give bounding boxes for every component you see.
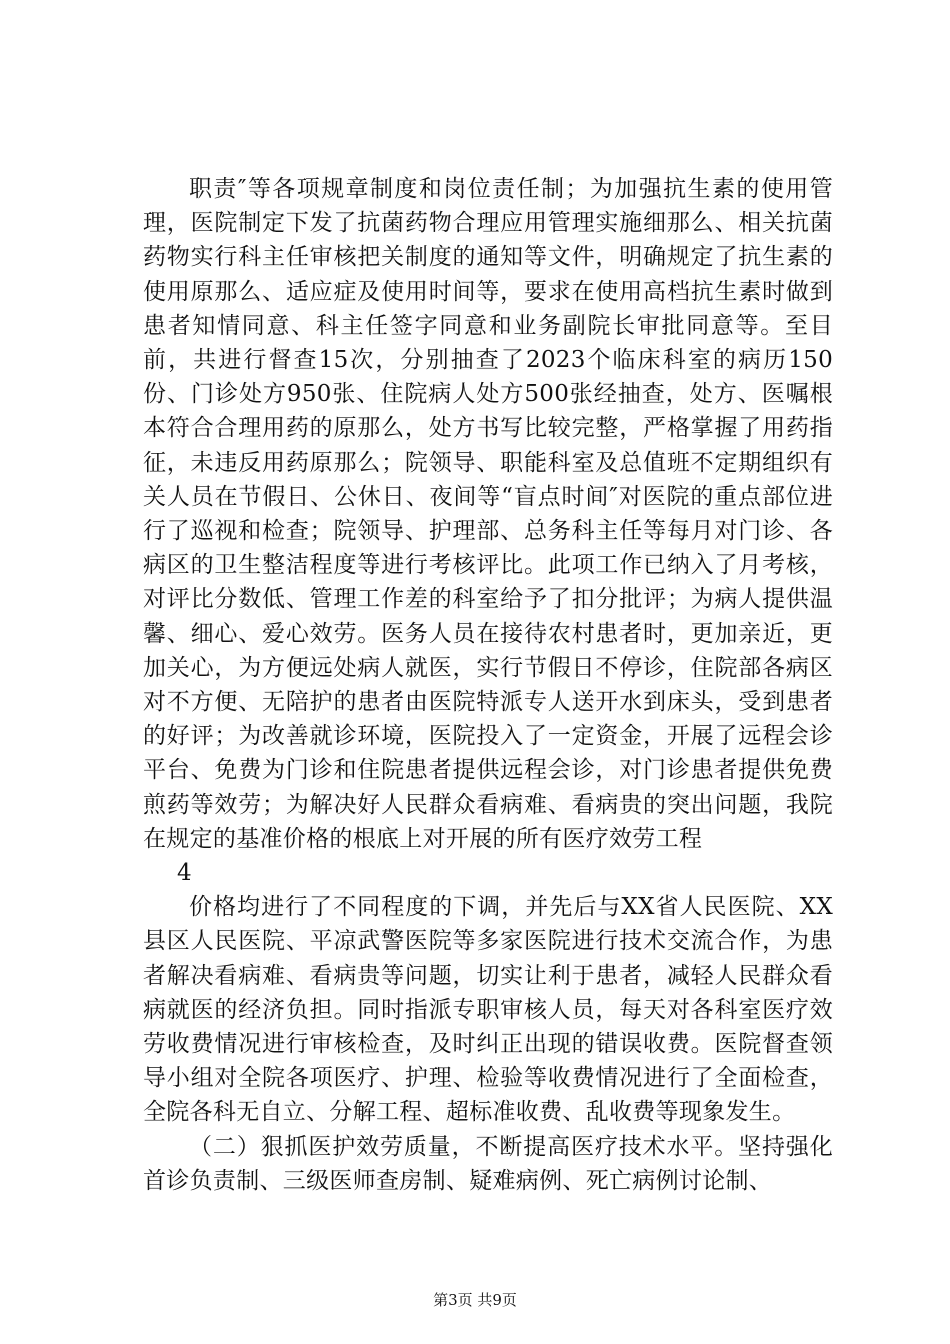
paragraph-service-quality: （二）狠抓医护效劳质量，不断提高医疗技术水平。坚持强化首诊负责制、三级医师查房制、疑难病例、死亡病例讨论制、 [143, 1133, 833, 1194]
source-page-marker: 4 [177, 860, 192, 887]
page-footer: 第3页 共9页 [433, 1291, 517, 1309]
paragraph-price-adjustment: 价格均进行了不同程度的下调，并先后与XX省人民医院、XX县区人民医院、平凉武警医院等多家医院进行技术交流合作，为患者解决看病难、看病贵等问题，切实让利于患者，减轻人民群众看病就医的经济负担。同时指派专职审核人员，每天对各科室医疗效劳收费情况进行审核检查，及时纠正出现的错误收费。医院督查领导小组对全院各项医疗、护理、检验等收费情况进行了全面检查，全院各科无自立、分解工程、超标准收费、乱收费等现象发生。 [143, 894, 833, 1126]
document-body [143, 172, 833, 1198]
paragraph-responsibilities: 职责″等各项规章制度和岗位责任制；为加强抗生素的使用管理，医院制定下发了抗菌药物合理应用管理实施细那么、相关抗菌药物实行科主任审核把关制度的通知等文件，明确规定了抗生素的使用原那么、适应症及使用时间等，要求在使用高档抗生素时做到患者知情同意、科主任签字同意和业务副院长审批同意等。至目前，共进行督查15次，分别抽查了2023个临床科室的病历150份、门诊处方950张、住院病人处方500张经抽查，处方、医嘱根本符合合理用药的原那么，处方书写比较完整，严格掌握了用药指征，未违反用药原那么；院领导、职能科室及总值班不定期组织有关人员在节假日、公休日、夜间等“盲点时间″对医院的重点部位进行了巡视和检查；院领导、护理部、总务科主任等每月对门诊、各病区的卫生整洁程度等进行考核评比。此项工作已纳入了月考核，对评比分数低、管理工作差的科室给予了扣分批评；为病人提供温馨、细心、爱心效劳。医务人员在接待农村患者时，更加亲近，更加关心，为方便远处病人就医，实行节假日不停诊，住院部各病区对不方便、无陪护的患者由医院特派专人送开水到床头，受到患者的好评；为改善就诊环境，医院投入了一定资金，开展了远程会诊平台、免费为门诊和住院患者提供远程会诊，对门诊患者提供免费煎药等效劳；为解决好人民群众看病难、看病贵的突出问题，我院在规定的基准价格的根底上对开展的所有医疗效劳工程 [143, 176, 833, 852]
